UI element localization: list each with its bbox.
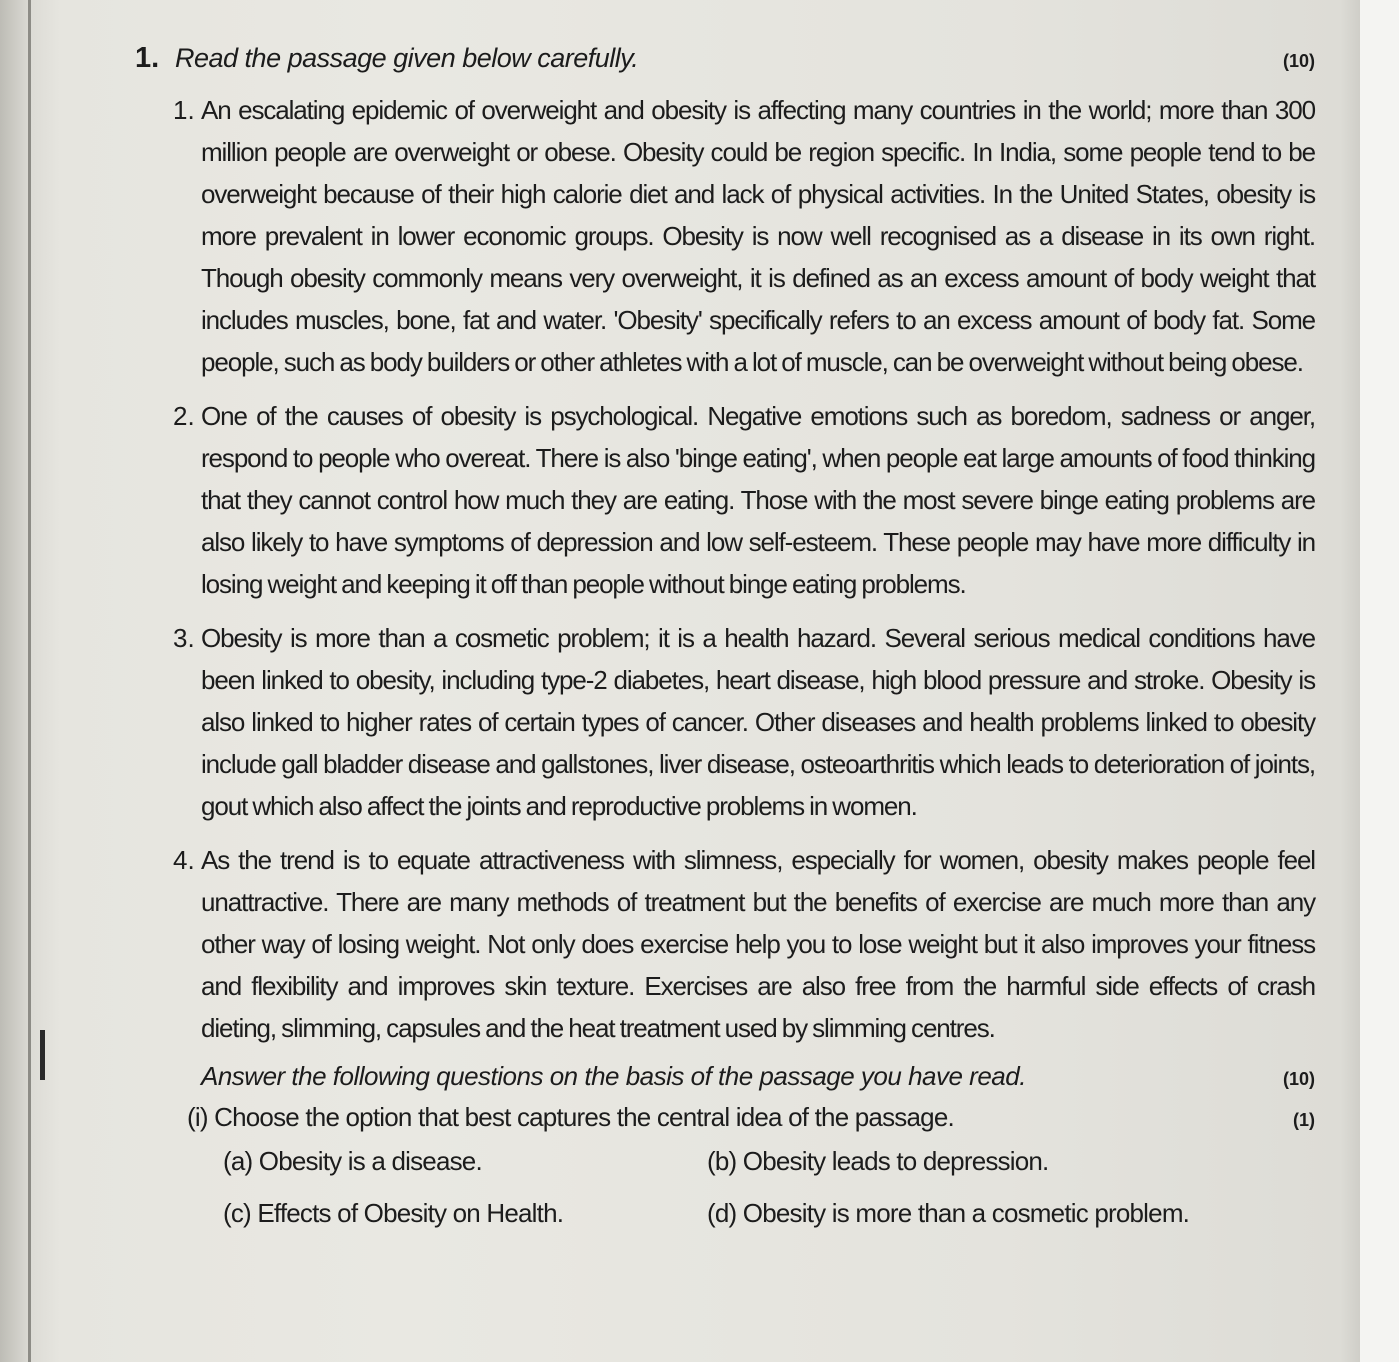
instruction-line — [201, 1061, 1315, 1092]
question-marks: (10) — [1282, 51, 1315, 71]
worksheet-content — [135, 42, 1315, 1233]
sub-question-1 — [187, 1102, 1315, 1133]
paragraph-text: An escalating epidemic of overweight and obesity is affecting many countries in the world; more than 300 million people are overweight or obese. Obesity could be region specific. In India, some people tend to be overweight because of their high calorie diet and lack of physical activities. In the United States, obesity is more prevalent in lower economic groups. Obesity is now well recognised as a disease in its own right. Though obesity commonly means very overweight, it is defined as an excess amount of body weight that includes muscles, bone, fat and water. 'Obesity' specifically refers to an excess amount of body fat. Some people, such as body builders or other athletes with a lot of muscle, can be overweight without being obese. — [201, 95, 1315, 377]
sub-question-marks: (1) — [1293, 1110, 1315, 1130]
paragraph-3 — [173, 617, 1315, 827]
question-header — [135, 42, 1315, 75]
instruction-text: Answer the following questions on the basis of the passage you have read. — [201, 1061, 1026, 1091]
paragraph-text: As the trend is to equate attractiveness with slimness, especially for women, obesity makes people feel unattractive. There are many methods of treatment but the benefits of exercise are much more than any other way of losing weight. Not only does exercise help you to lose weight but it also improves your fitness and flexibility and improves skin texture. Exercises are also free from the harmful side effects of crash dieting, slimming, capsules and the heat treatment used by slimming centres. — [201, 845, 1315, 1043]
paragraph-1 — [173, 89, 1315, 383]
paragraph-text: Obesity is more than a cosmetic problem; it is a health hazard. Several serious medical conditions have been linked to obesity, including type-2 diabetes, heart disease, high blood pressure and stroke. Obesity is also linked to higher rates of certain types of cancer. Other diseases and health problems linked to obesity include gall bladder disease and gallstones, liver disease, osteoarthritis which leads to deterioration of joints, gout which also affect the joints and reproductive problems in women. — [201, 623, 1315, 821]
paragraph-number: 1. — [173, 95, 195, 125]
option-a: (a) Obesity is a disease. — [223, 1146, 482, 1176]
question-title: Read the passage given below carefully. — [175, 43, 639, 73]
paragraph-number: 3. — [173, 623, 195, 653]
background-edge — [1360, 0, 1399, 1362]
instruction-marks: (10) — [1282, 1069, 1315, 1089]
answer-options — [223, 1141, 1315, 1233]
option-c: (c) Effects of Obesity on Health. — [223, 1198, 564, 1228]
paragraph-4 — [173, 839, 1315, 1049]
page-binding-line — [28, 0, 31, 1362]
paragraph-number: 4. — [173, 845, 195, 875]
question-number: 1. — [135, 42, 160, 74]
sub-question-text: (i) Choose the option that best captures the central idea of the passage. — [187, 1102, 954, 1132]
option-b: (b) Obesity leads to depression. — [707, 1146, 1049, 1176]
paragraph-number: 2. — [173, 401, 195, 431]
option-d: (d) Obesity is more than a cosmetic problem. — [707, 1198, 1190, 1228]
paragraph-text: One of the causes of obesity is psychological. Negative emotions such as boredom, sadness or anger, respond to people who overeat. There is also 'binge eating', when people eat large amounts of food thinking that they cannot control how much they are eating. Those with the most severe binge eating problems are also likely to have symptoms of depression and low self-esteem. These people may have more difficulty in losing weight and keeping it off than people without binge eating problems. — [201, 401, 1315, 599]
page-binding-mark — [40, 1030, 45, 1080]
paragraph-2 — [173, 395, 1315, 605]
